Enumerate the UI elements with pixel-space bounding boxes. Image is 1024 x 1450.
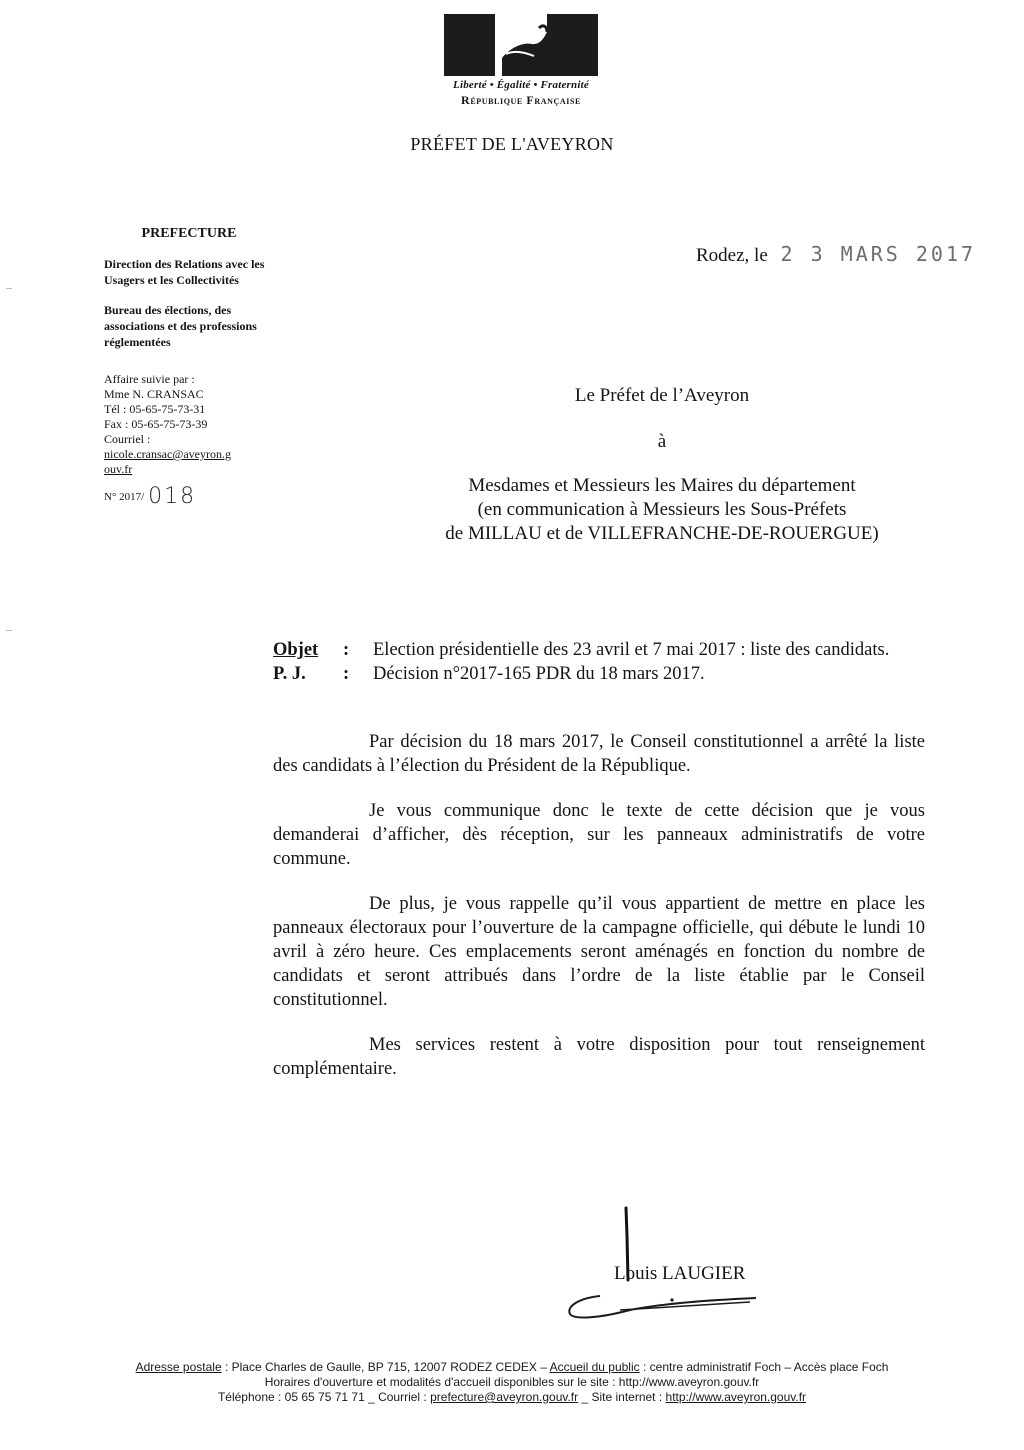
- date-place: Rodez, le: [696, 245, 768, 266]
- body-paragraph-1: Par décision du 18 mars 2017, le Conseil constitutionnel a arrêté la liste des candidats à l’élection du Président de la République.: [273, 732, 925, 776]
- scan-margin-mark: [6, 630, 12, 631]
- sidebar-contact: [104, 372, 274, 477]
- sidebar-direction: Direction des Relations avec les Usagers et les Collectivités: [104, 257, 265, 287]
- date-stamp: 2 3 MARS 2017: [780, 242, 977, 266]
- sidebar-prefecture: PREFECTURE: [141, 226, 237, 241]
- letter-body: [273, 730, 925, 1102]
- signature-scribble-icon: [560, 1288, 760, 1322]
- body-paragraph-3: De plus, je vous rappelle qu’il vous appartient de mettre en place les panneaux électoraux pour l’ouverture de la campagne officielle, qui débute le lundi 10 avril à zéro heure. Ces emplacements seront aménagés en fonction du nombre de candidats et seront attribués dans l’ordre de la liste établie par le Conseil constitutionnel.: [273, 894, 925, 1010]
- contact-email-link[interactable]: nicole.cransac@aveyron.gouv.fr: [104, 447, 231, 476]
- footer-adresse-text: : Place Charles de Gaulle, BP 715, 12007 RODEZ CEDEX –: [221, 1360, 550, 1374]
- republic-motto: Liberté • Égalité • Fraternité: [453, 79, 589, 91]
- contact-tel: Tél : 05-65-75-73-31: [104, 402, 206, 416]
- ref-prefix: N° 2017/: [104, 491, 145, 503]
- sidebar-bureau: Bureau des élections, des associations et des professions réglementées: [104, 303, 257, 349]
- republic-logo: [444, 14, 598, 108]
- pj-text: Décision n°2017-165 PDR du 18 mars 2017.: [373, 664, 705, 684]
- addressee-line-2: (en communication à Messieurs les Sous-Préfets: [477, 499, 847, 520]
- objet-row: [273, 638, 889, 662]
- addressee-block: [380, 384, 944, 546]
- reference-number: [104, 484, 274, 509]
- footer-accueil-label: Accueil du public: [549, 1360, 640, 1374]
- prefet-title: PRÉFET DE L'AVEYRON: [410, 134, 614, 154]
- footer-line-1: [0, 1360, 1024, 1375]
- footer-line-3: [0, 1390, 1024, 1405]
- pj-colon: :: [343, 664, 350, 684]
- footer-email-link[interactable]: prefecture@aveyron.gouv.fr: [430, 1390, 579, 1404]
- body-paragraph-2: Je vous communique donc le texte de cette décision que je vous demanderai d’afficher, dès réception, sur les panneaux administratifs de votre commune.: [273, 801, 925, 869]
- signatory-name: Louis LAUGIER: [614, 1263, 746, 1284]
- marianne-emblem-icon: [444, 14, 598, 76]
- footer-accueil-text: : centre administratif Foch – Accès place Foch: [639, 1360, 889, 1374]
- footer-adresse-label: Adresse postale: [135, 1360, 222, 1374]
- addressee-line-1: Mesdames et Messieurs les Maires du département: [468, 475, 856, 496]
- date-line: [696, 242, 976, 267]
- footer-site-link[interactable]: http://www.aveyron.gouv.fr: [665, 1390, 807, 1404]
- sender-line: Le Préfet de l’Aveyron: [574, 385, 750, 406]
- affaire-label: Affaire suivie par :: [104, 372, 195, 386]
- contact-name: Mme N. CRANSAC: [104, 387, 204, 401]
- republic-name: République Française: [461, 93, 581, 107]
- objet-text: Election présidentielle des 23 avril et 7 mai 2017 : liste des candidats.: [373, 640, 890, 660]
- addressee-a: à: [657, 431, 667, 452]
- contact-fax: Fax : 05-65-75-73-39: [104, 417, 208, 431]
- objet-colon: :: [343, 640, 350, 660]
- body-paragraph-4: Mes services restent à votre disposition pour tout renseignement complémentaire.: [273, 1035, 925, 1079]
- footer-line-2: Horaires d'ouverture et modalités d'accueil disponibles sur le site : http://www.aveyron.gouv.fr: [264, 1375, 760, 1389]
- objet-block: [273, 638, 889, 686]
- addressee-line-3: de MILLAU et de VILLEFRANCHE-DE-ROUERGUE): [445, 523, 879, 544]
- footer-site-text: _ Site internet :: [578, 1390, 666, 1404]
- letter-footer: [0, 1360, 1024, 1405]
- footer-tel-text: Téléphone : 05 65 75 71 71 _ Courriel :: [217, 1390, 431, 1404]
- pj-row: [273, 662, 889, 686]
- sender-sidebar: [104, 226, 274, 509]
- pj-label: P. J.: [273, 664, 306, 684]
- courriel-label: Courriel :: [104, 432, 151, 446]
- ref-handwritten: 018: [148, 484, 197, 509]
- scan-margin-mark: [6, 288, 12, 289]
- objet-label: Objet: [273, 640, 319, 660]
